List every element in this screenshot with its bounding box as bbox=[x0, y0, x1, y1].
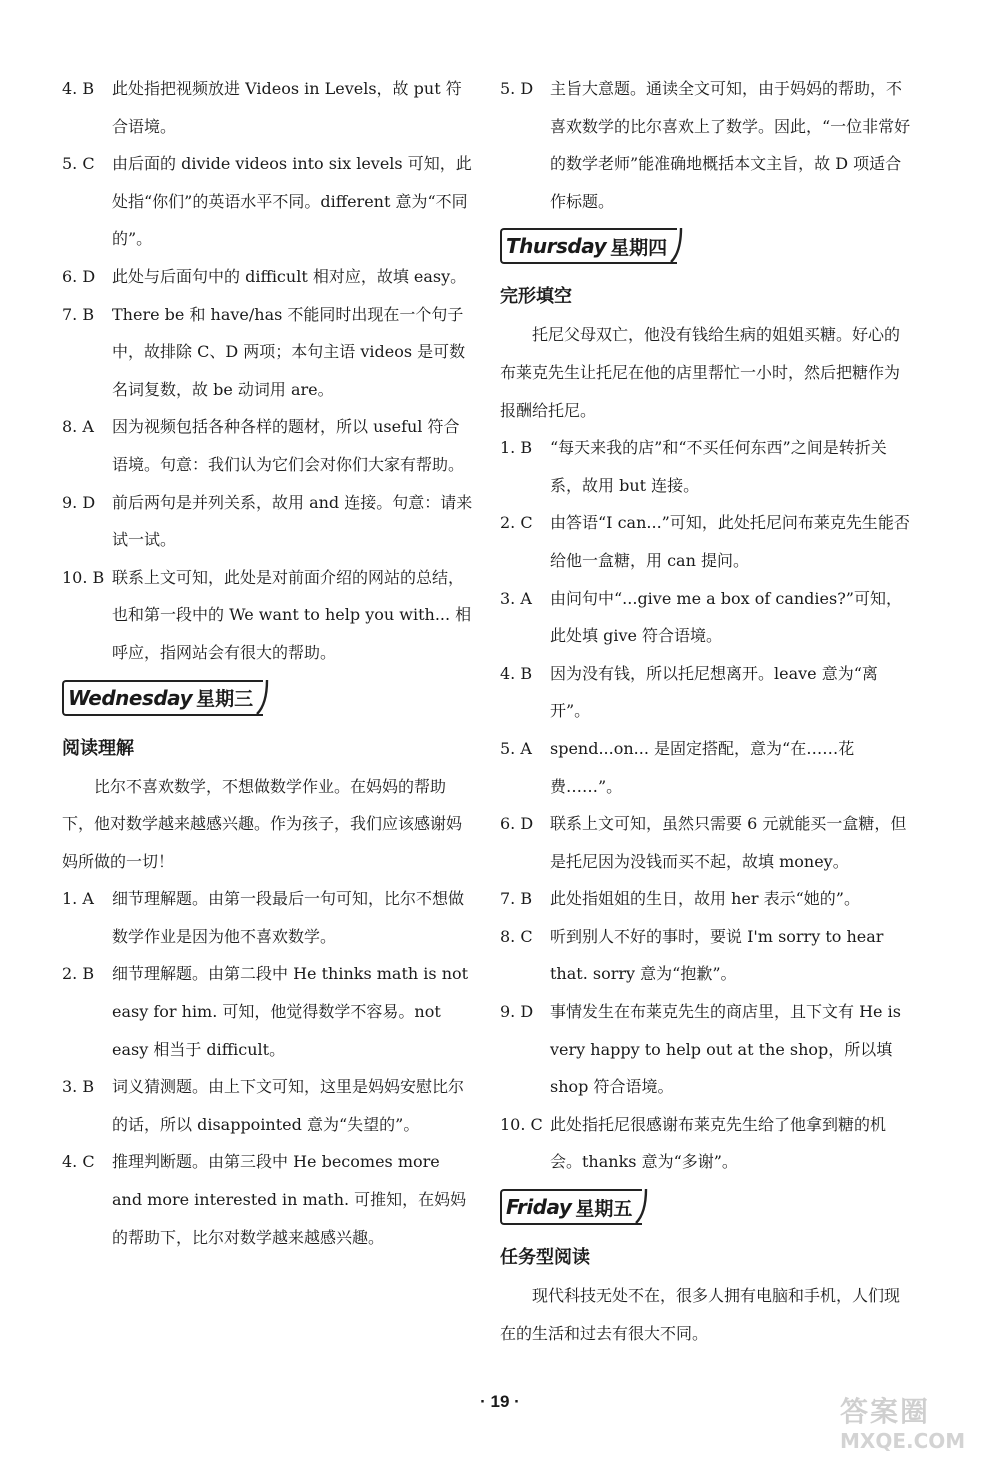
answer-number: 4. B bbox=[500, 663, 533, 683]
answer-explanation: spend...on... 是固定搭配，意为“在……花费……”。 bbox=[550, 738, 855, 796]
answer-item bbox=[500, 993, 912, 1106]
answer-explanation: 听到别人不好的事时，要说 I'm sorry to hear that. sorry 意为“抱歉”。 bbox=[550, 926, 884, 984]
answer-explanation: 词义猜测题。由上下文可知，这里是妈妈安慰比尔的话，所以 disappointed 意为“失望的”。 bbox=[112, 1077, 465, 1134]
thursday-intro: 托尼父母双亡，他没有钱给生病的姐姐买糖。好心的布莱克先生让托尼在他的店里帮忙一小时，然后把糖作为报酬给托尼。 bbox=[500, 325, 901, 420]
answer-number: 10. C bbox=[500, 1114, 543, 1134]
answer-item bbox=[500, 504, 912, 579]
answer-item bbox=[500, 429, 912, 504]
friday-title-en: Friday bbox=[506, 1195, 572, 1220]
answer-number: 3. A bbox=[500, 588, 532, 608]
task-reading-title: 任务型阅读 bbox=[500, 1247, 590, 1269]
answer-explanation: 由问句中“...give me a box of candies?”可知，此处填 give 符合语境。 bbox=[550, 588, 902, 646]
answer-item bbox=[500, 1106, 912, 1181]
right-column bbox=[500, 70, 912, 1352]
answer-explanation: 因为没有钱，所以托尼想离开。leave 意为“离开”。 bbox=[550, 663, 878, 721]
answer-item bbox=[62, 258, 474, 296]
friday-title-cn: 星期五 bbox=[575, 1197, 633, 1220]
answer-number: 9. D bbox=[500, 1002, 534, 1022]
answer-number: 2. C bbox=[500, 513, 533, 533]
answer-item bbox=[62, 70, 474, 145]
answer-number: 1. A bbox=[62, 889, 94, 909]
wednesday-title-cn: 星期三 bbox=[196, 688, 254, 710]
answer-explanation: 此处指姐姐的生日，故用 her 表示“她的”。 bbox=[550, 889, 860, 909]
answer-item bbox=[500, 880, 912, 918]
reading-comprehension-title: 阅读理解 bbox=[62, 737, 134, 759]
thursday-answer-list bbox=[500, 429, 912, 1181]
wednesday-header bbox=[62, 680, 271, 716]
answer-item bbox=[500, 655, 912, 730]
watermark-logo bbox=[840, 1395, 990, 1457]
answer-explanation: 此处指把视频放进 Videos in Levels，故 put 符合语境。 bbox=[112, 79, 462, 136]
friday-intro: 现代科技无处不在，很多人拥有电脑和手机，人们现在的生活和过去有很大不同。 bbox=[500, 1286, 901, 1343]
answer-item bbox=[500, 730, 912, 805]
answer-number: 7. B bbox=[62, 304, 95, 324]
wednesday-title-en: Wednesday bbox=[68, 685, 193, 710]
answer-explanation: 由答语“I can...”可知，此处托尼问布莱克先生能否给他一盒糖，用 can 提问。 bbox=[550, 513, 910, 570]
answer-item bbox=[62, 408, 474, 483]
cloze-title: 完形填空 bbox=[500, 286, 572, 308]
answer-item bbox=[62, 1068, 474, 1143]
answer-number: 8. C bbox=[500, 926, 533, 946]
answer-item bbox=[62, 955, 474, 1068]
answer-explanation: 细节理解题。由第二段中 He thinks math is not easy for him. 可知，他觉得数学不容易。not easy 相当于 difficult。 bbox=[112, 964, 469, 1059]
friday-header bbox=[500, 1189, 650, 1225]
answer-number: 4. C bbox=[62, 1152, 95, 1172]
answer-explanation: 此处与后面句中的 difficult 相对应，故填 easy。 bbox=[112, 266, 467, 286]
answer-explanation: 由后面的 divide videos into six levels 可知，此处指“你们”的英语水平不同。different 意为“不同的”。 bbox=[112, 154, 472, 249]
answer-explanation: 联系上文可知，虽然只需要 6 元就能买一盒糖，但是托尼因为没钱而买不起，故填 money。 bbox=[550, 814, 907, 871]
answer-number: 5. D bbox=[500, 79, 534, 98]
answer-item bbox=[62, 484, 474, 559]
thursday-header bbox=[500, 228, 685, 264]
answer-item bbox=[500, 580, 912, 655]
answer-number: 6. D bbox=[62, 266, 96, 286]
answer-number: 9. D bbox=[62, 492, 96, 512]
left-answer-list bbox=[62, 70, 474, 672]
answer-item bbox=[62, 145, 474, 258]
right-answer-list bbox=[500, 70, 912, 220]
wednesday-intro: 比尔不喜欢数学，不想做数学作业。在妈妈的帮助下，他对数学越来越感兴趣。作为孩子，我们应该感谢妈妈所做的一切！ bbox=[62, 776, 463, 871]
answer-number: 6. D bbox=[500, 814, 534, 834]
answer-number: 2. B bbox=[62, 964, 95, 984]
answer-item bbox=[62, 880, 474, 955]
page-number: · 19 · bbox=[480, 1392, 520, 1411]
answer-item bbox=[62, 1143, 474, 1256]
answer-explanation: 因为视频包括各种各样的题材，所以 useful 符合语境。句意：我们认为它们会对你们大家有帮助。 bbox=[112, 417, 465, 474]
answer-number: 1. B bbox=[500, 438, 533, 458]
watermark-bottom: MXQE.COM bbox=[840, 1429, 966, 1453]
answer-number: 8. A bbox=[62, 417, 94, 437]
answer-explanation: 推理判断题。由第三段中 He becomes more and more interested in math. 可推知，在妈妈的帮助下，比尔对数学越来越感兴趣。 bbox=[112, 1152, 467, 1247]
left-column bbox=[62, 70, 474, 1256]
answer-explanation: 事情发生在布莱克先生的商店里，且下文有 He is very happy to help out at the shop，所以填 shop 符合语境。 bbox=[550, 1002, 901, 1097]
header-slash-icon bbox=[632, 1187, 650, 1227]
answer-explanation: 联系上文可知，此处是对前面介绍的网站的总结，也和第一段中的 We want to help you with... 相呼应，指网站会有很大的帮助。 bbox=[112, 567, 472, 662]
answer-item bbox=[62, 296, 474, 409]
answer-number: 7. B bbox=[500, 889, 533, 909]
answer-number: 5. C bbox=[62, 154, 95, 174]
answer-item bbox=[500, 805, 912, 880]
header-slash-icon bbox=[667, 226, 685, 266]
answer-number: 3. B bbox=[62, 1077, 95, 1097]
header-slash-icon bbox=[253, 678, 271, 718]
answer-number: 5. A bbox=[500, 738, 532, 758]
answer-item bbox=[62, 559, 474, 672]
answer-item bbox=[500, 70, 912, 220]
thursday-title-cn: 星期四 bbox=[610, 236, 668, 259]
wednesday-answer-list bbox=[62, 880, 474, 1256]
answer-item bbox=[500, 918, 912, 993]
thursday-title-en: Thursday bbox=[506, 234, 607, 259]
answer-explanation: There be 和 have/has 不能同时出现在一个句子中，故排除 C、D 两项；本句主语 videos 是可数名词复数，故 be 动词用 are。 bbox=[112, 304, 466, 399]
answer-explanation: “每天来我的店”和“不买任何东西”之间是转折关系，故用 but 连接。 bbox=[550, 438, 887, 495]
answer-number: 4. B bbox=[62, 79, 95, 98]
answer-explanation: 前后两句是并列关系，故用 and 连接。句意：请来试一试。 bbox=[112, 492, 473, 550]
watermark-top: 答案圈 bbox=[840, 1395, 931, 1428]
answer-explanation: 此处指托尼很感谢布莱克先生给了他拿到糖的机会。thanks 意为“多谢”。 bbox=[550, 1114, 887, 1172]
answer-explanation: 主旨大意题。通读全文可知，由于妈妈的帮助，不喜欢数学的比尔喜欢上了数学。因此，“一位非常好的数学老师”能准确地概括本文主旨，故 D 项适合作标题。 bbox=[550, 79, 911, 211]
answer-explanation: 细节理解题。由第一段最后一句可知，比尔不想做数学作业是因为他不喜欢数学。 bbox=[112, 889, 465, 946]
answer-number: 10. B bbox=[62, 567, 105, 587]
